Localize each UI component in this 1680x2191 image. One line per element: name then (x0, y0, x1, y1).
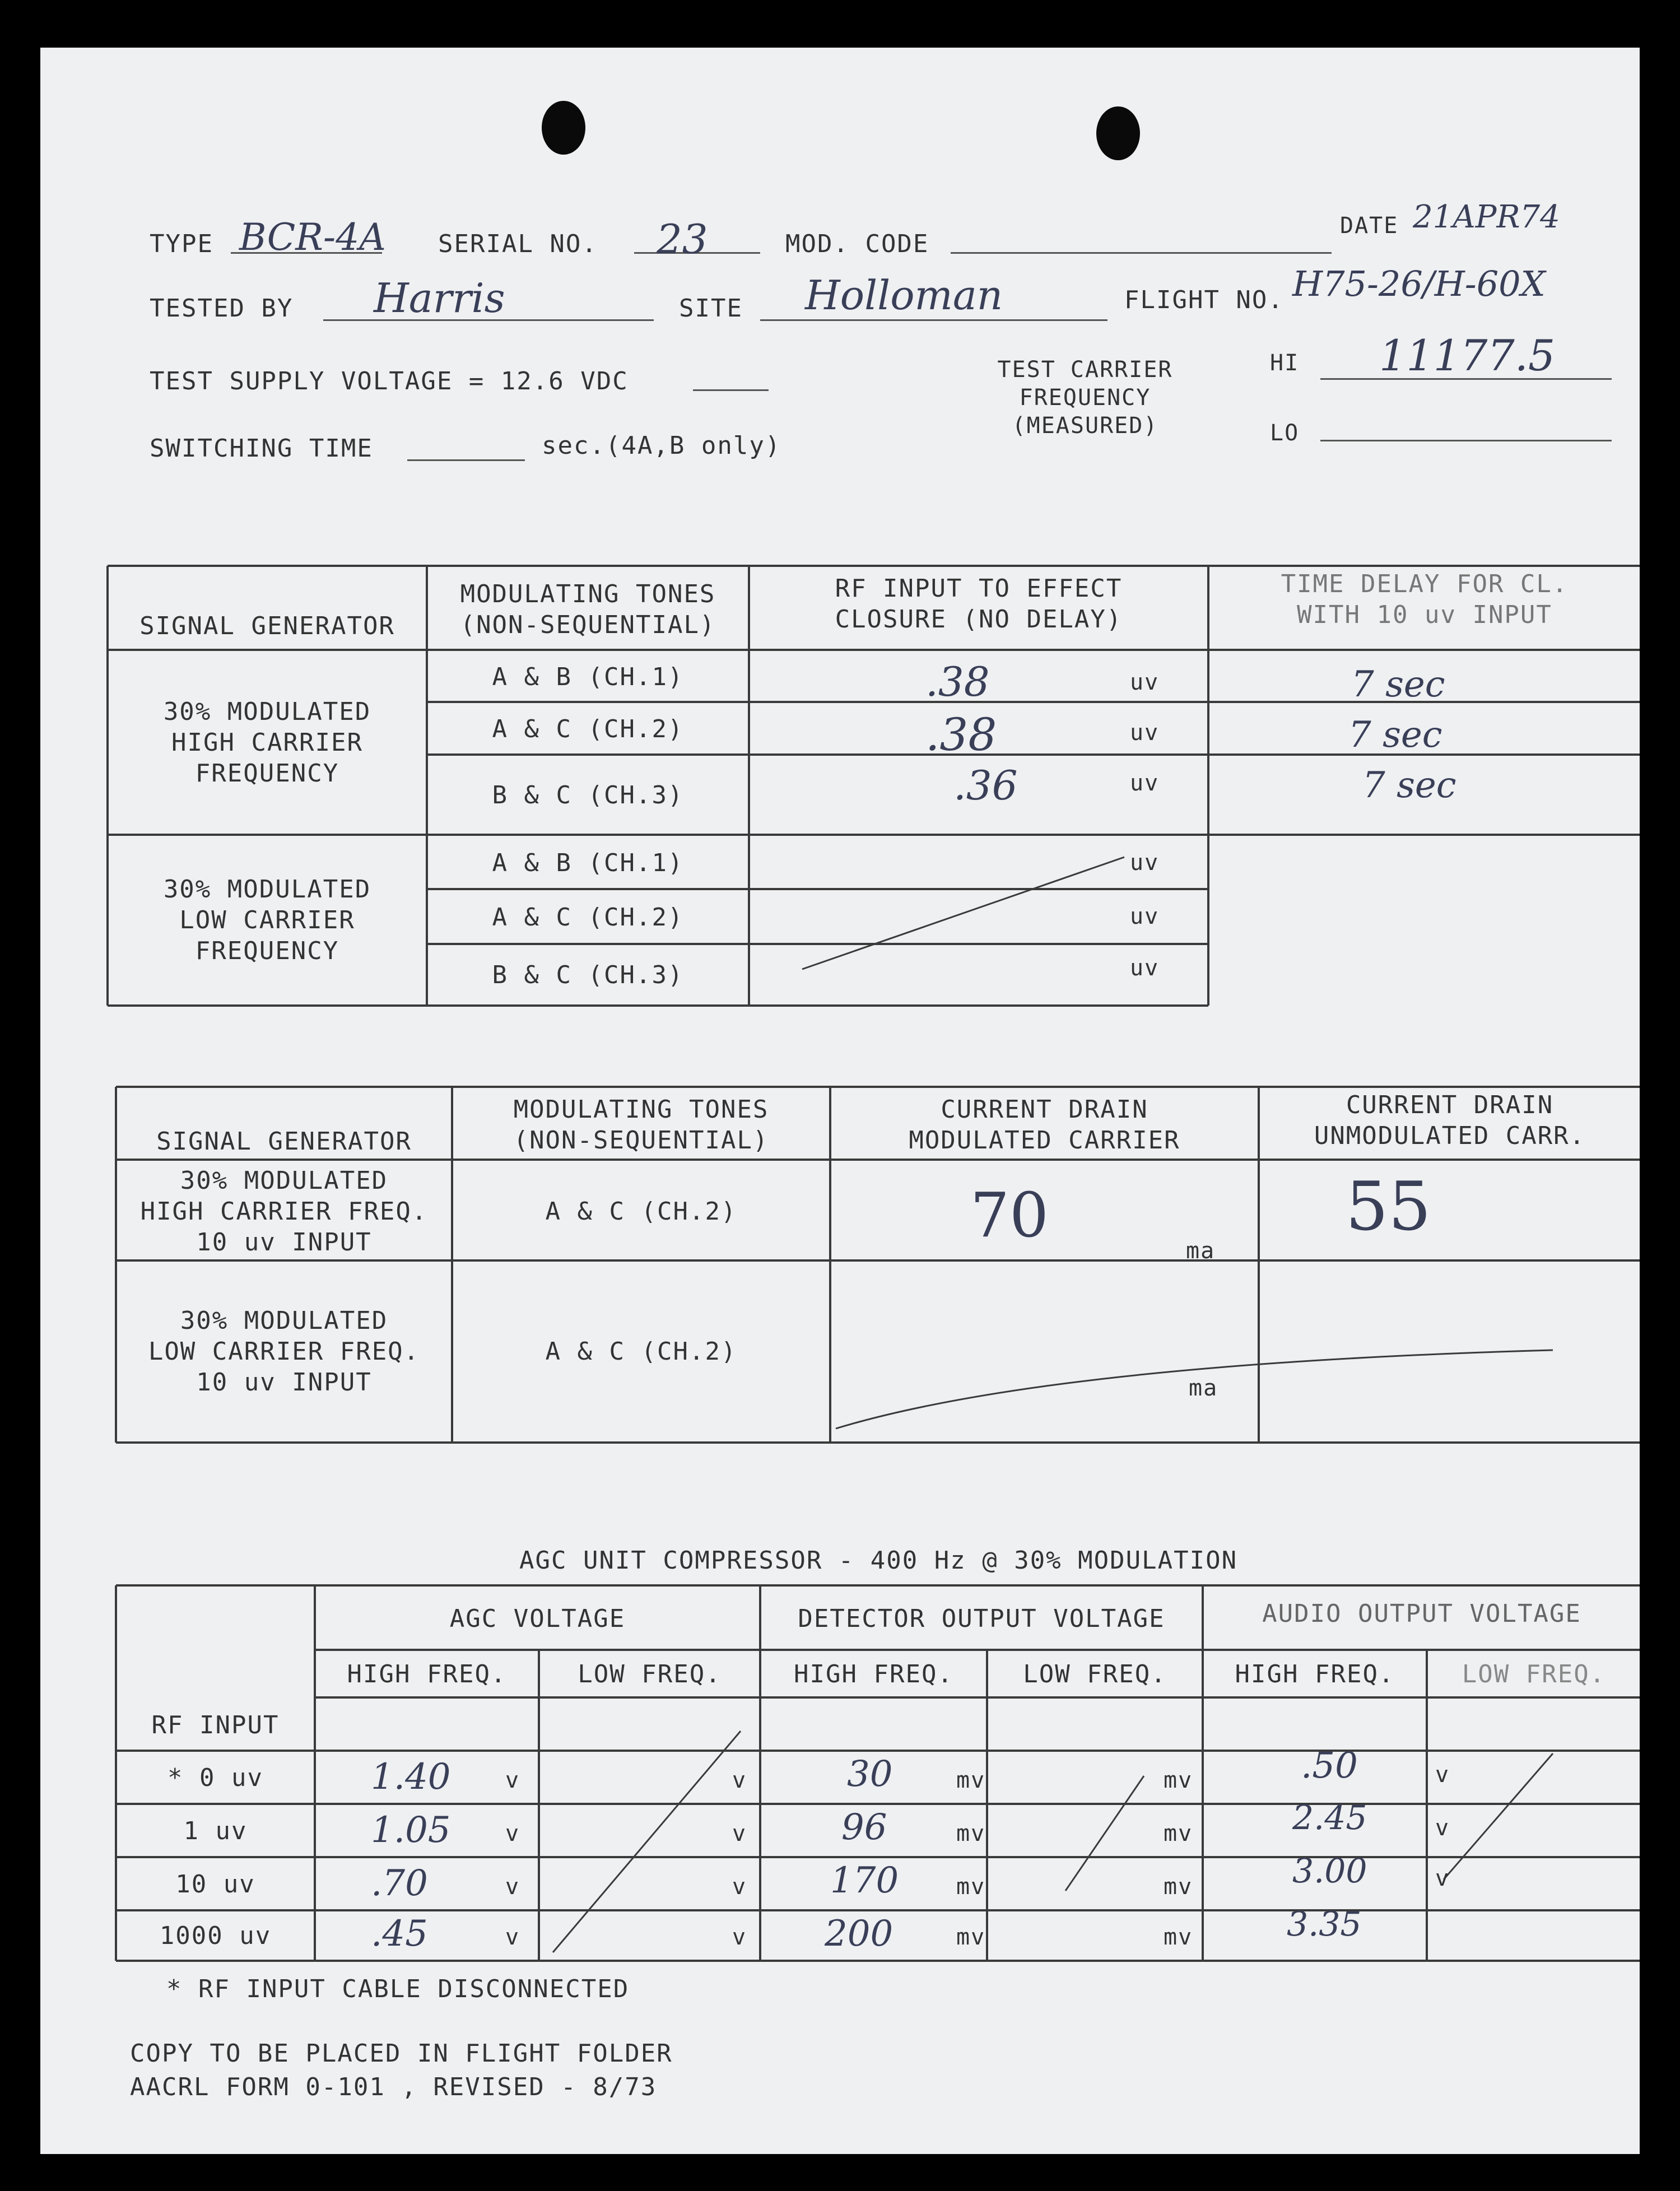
t3-det-high-0: 30 (847, 1753, 893, 1795)
t3-header-detector-output: DETECTOR OUTPUT VOLTAGE (798, 1604, 1165, 1633)
t3-rf-input-1000: 1000 uv (159, 1921, 272, 1950)
t3-det-high-unit-3: mv (956, 1924, 986, 1950)
site-label: SITE (679, 294, 743, 323)
supply-voltage-label: TEST SUPPLY VOLTAGE = 12.6 VDC (150, 367, 629, 396)
t3-sub-det-low: LOW FREQ. (1023, 1659, 1167, 1688)
t3-det-low-unit-1: mv (1164, 1821, 1193, 1846)
flight-no-value: H75-26/H-60X (1292, 263, 1546, 304)
hi-value: 11177.5 (1379, 331, 1556, 380)
t3-audio-high-unit-2: v (1435, 1866, 1450, 1891)
t2-row1-unit: ma (1186, 1238, 1216, 1264)
lo-label: LO (1270, 420, 1300, 446)
mod-code-label: MOD. CODE (785, 230, 929, 258)
t3-agc-high-unit-1: v (505, 1821, 520, 1846)
t2-header-unmodulated-carrier: CURRENT DRAIN UNMODULATED CARR. (1314, 1091, 1586, 1150)
t3-sub-agc-low: LOW FREQ. (578, 1659, 722, 1688)
t1-tone-low-ch3: B & C (CH.3) (492, 960, 684, 989)
t1-header-rf-input: RF INPUT TO EFFECT CLOSURE (NO DELAY) (835, 574, 1123, 634)
t3-agc-high-unit-0: v (505, 1767, 520, 1793)
test-carrier-label: TEST CARRIER FREQUENCY (MEASURED) (997, 357, 1173, 439)
t1-high-carrier-label: 30% MODULATED HIGH CARRIER FREQUENCY (163, 697, 371, 788)
t3-agc-high-unit-3: v (505, 1924, 520, 1950)
t2-header-modulating-tones: MODULATING TONES (NON-SEQUENTIAL) (513, 1095, 769, 1155)
tested-by-value: Harris (374, 275, 505, 322)
type-label: TYPE (150, 230, 213, 258)
t3-det-high-unit-0: mv (956, 1767, 986, 1793)
footer-copy-line: COPY TO BE PLACED IN FLIGHT FOLDER (130, 2039, 673, 2068)
site-value: Holloman (805, 272, 1003, 319)
t2-row1-modulated-value: 70 (970, 1179, 1049, 1251)
t2-header-signal-generator: SIGNAL GENERATOR (156, 1127, 412, 1156)
t1-header-modulating-tones: MODULATING TONES (NON-SEQUENTIAL) (460, 579, 716, 639)
t3-det-high-3: 200 (825, 1913, 893, 1955)
t3-audio-high-2: 3.00 (1292, 1852, 1367, 1891)
flight-no-label: FLIGHT NO. (1124, 286, 1284, 314)
t3-sub-agc-high: HIGH FREQ. (347, 1659, 507, 1688)
t1-unit-high-ch3: uv (1130, 770, 1160, 796)
t1-tone-high-ch2: A & C (CH.2) (492, 714, 684, 743)
t3-agc-low-unit-3: v (732, 1924, 747, 1950)
t3-det-low-unit-0: mv (1164, 1767, 1193, 1793)
t2-row2-label: 30% MODULATED LOW CARRIER FREQ. 10 uv INPUT (148, 1306, 420, 1397)
t3-agc-low-unit-0: v (732, 1767, 747, 1793)
date-label: DATE (1340, 213, 1399, 239)
t1-tone-high-ch1: A & B (CH.1) (492, 662, 684, 691)
t1-rf-high-ch3: .36 (953, 762, 1018, 809)
t3-agc-high-0: 1.40 (371, 1756, 451, 1798)
t3-header-audio-output: AUDIO OUTPUT VOLTAGE (1262, 1599, 1581, 1628)
t3-det-high-2: 170 (830, 1860, 899, 1901)
t3-rf-input-label: RF INPUT (151, 1710, 280, 1739)
footer-note: * RF INPUT CABLE DISCONNECTED (166, 1975, 630, 2003)
t3-agc-high-2: .70 (371, 1863, 428, 1904)
t1-header-signal-generator: SIGNAL GENERATOR (139, 612, 395, 640)
t3-agc-high-3: .45 (371, 1913, 428, 1955)
t1-low-carrier-label: 30% MODULATED LOW CARRIER FREQUENCY (163, 875, 371, 965)
t1-header-time-delay: TIME DELAY FOR CL. WITH 10 uv INPUT (1281, 570, 1569, 629)
t3-agc-low-unit-2: v (732, 1874, 747, 1900)
t3-sub-det-high: HIGH FREQ. (794, 1659, 953, 1688)
t1-unit-low-ch1: uv (1130, 850, 1160, 876)
t3-rf-input-0: * 0 uv (167, 1763, 263, 1792)
t3-sub-audio-high: HIGH FREQ. (1235, 1659, 1395, 1688)
t1-tone-low-ch1: A & B (CH.1) (492, 848, 684, 877)
t3-audio-high-3: 3.35 (1287, 1905, 1362, 1944)
serial-value: 23 (657, 216, 708, 263)
type-value: BCR-4A (239, 216, 386, 259)
t1-delay-high-ch1: 7 sec (1351, 664, 1445, 705)
t2-row2-unit: ma (1189, 1375, 1218, 1401)
switching-time-suffix: sec.(4A,B only) (542, 431, 781, 460)
t2-row2-tone: A & C (CH.2) (545, 1337, 737, 1366)
hi-label: HI (1270, 350, 1300, 376)
t2-row1-label: 30% MODULATED HIGH CARRIER FREQ. 10 uv INPUT (140, 1166, 428, 1257)
t3-det-low-unit-2: mv (1164, 1874, 1193, 1900)
t3-agc-high-1: 1.05 (371, 1809, 451, 1851)
t3-audio-high-unit-0: v (1435, 1762, 1450, 1788)
t3-audio-high-0: .50 (1301, 1745, 1358, 1787)
document-sheet (40, 48, 1640, 2154)
t1-tone-high-ch3: B & C (CH.3) (492, 780, 684, 810)
t3-rf-input-10: 10 uv (175, 1869, 255, 1899)
t1-tone-low-ch2: A & C (CH.2) (492, 903, 684, 932)
t3-det-high-unit-1: mv (956, 1821, 986, 1846)
t2-row1-tone: A & C (CH.2) (545, 1197, 737, 1226)
t3-agc-high-unit-2: v (505, 1874, 520, 1900)
t3-det-high-1: 96 (841, 1807, 887, 1848)
t3-audio-high-1: 2.45 (1292, 1798, 1367, 1838)
t1-delay-high-ch3: 7 sec (1362, 765, 1456, 806)
t1-delay-high-ch2: 7 sec (1348, 714, 1442, 756)
t1-unit-low-ch2: uv (1130, 904, 1160, 929)
t1-rf-high-ch1: .38 (925, 658, 990, 705)
t2-header-modulated-carrier: CURRENT DRAIN MODULATED CARRIER (909, 1095, 1180, 1155)
t3-agc-low-unit-1: v (732, 1821, 747, 1846)
t3-det-high-unit-2: mv (956, 1874, 986, 1900)
t1-unit-low-ch3: uv (1130, 955, 1160, 981)
t3-header-agc-voltage: AGC VOLTAGE (449, 1604, 626, 1633)
t3-rf-input-1: 1 uv (183, 1816, 248, 1845)
t1-unit-high-ch1: uv (1130, 669, 1160, 695)
t3-audio-high-unit-1: v (1435, 1815, 1450, 1841)
t3-sub-audio-low: LOW FREQ. (1462, 1659, 1606, 1688)
footer-form-line: AACRL FORM 0-101 , REVISED - 8/73 (130, 2073, 657, 2101)
t1-rf-high-ch2: .38 (925, 709, 997, 761)
tested-by-label: TESTED BY (150, 294, 294, 323)
date-value: 21APR74 (1413, 199, 1560, 235)
t1-unit-high-ch2: uv (1130, 720, 1160, 746)
t3-det-low-unit-3: mv (1164, 1924, 1193, 1950)
t3-title: AGC UNIT COMPRESSOR - 400 Hz @ 30% MODULATION (519, 1546, 1238, 1575)
t2-row1-unmodulated-value: 55 (1346, 1168, 1431, 1246)
switching-time-label: SWITCHING TIME (150, 434, 373, 463)
serial-label: SERIAL NO. (438, 230, 598, 258)
